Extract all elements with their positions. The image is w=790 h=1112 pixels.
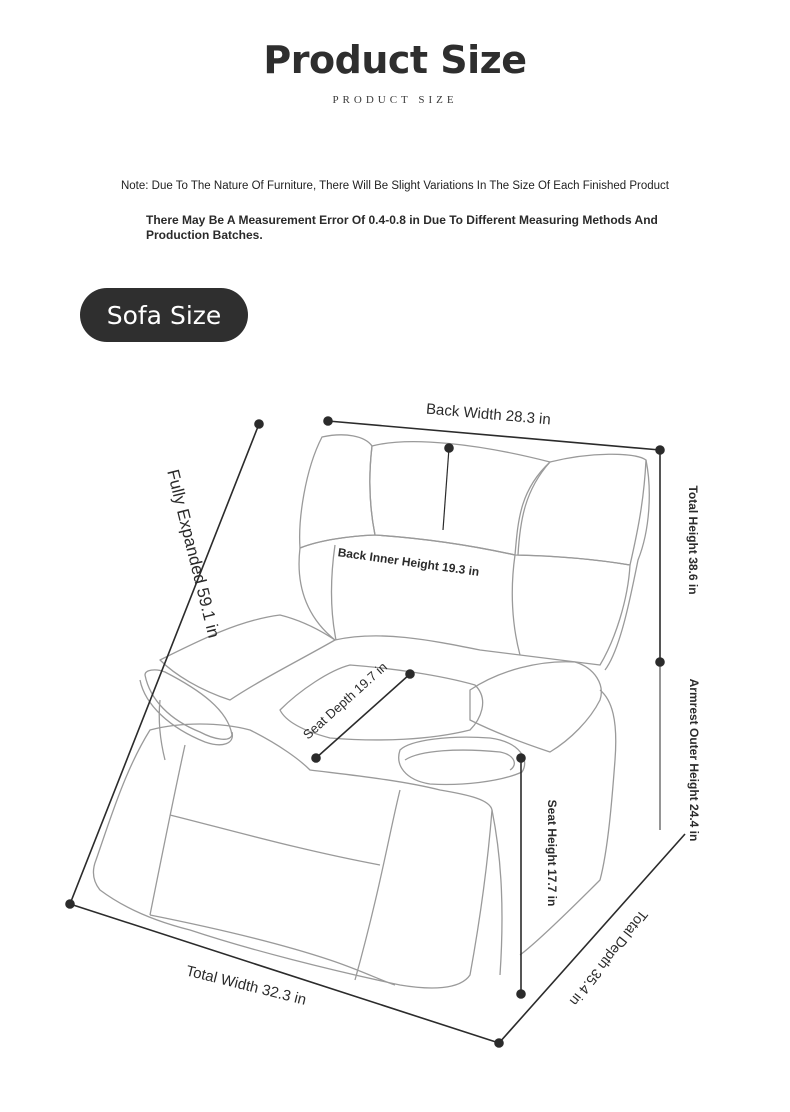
back-inner-height-label: Back Inner Height 19.3 in (336, 545, 481, 579)
back-width-line (328, 421, 660, 450)
page-subtitle: PRODUCT SIZE (332, 94, 458, 106)
fully-expanded-line (70, 424, 259, 904)
total-width-label: Total Width 32.3 in (184, 962, 309, 1009)
seat-height-endpoint (517, 754, 525, 762)
total-width-line (70, 904, 499, 1043)
note-variation: Note: Due To The Nature Of Furniture, There Will Be Slight Variations In The Size Of Each Finished Product (120, 180, 669, 192)
total-height-label: Total Height 38.6 in (686, 485, 700, 595)
total-depth-line (499, 834, 685, 1043)
page-title: Product Size (263, 38, 527, 82)
fully-expanded-label: Fully Expanded 59.1 in (163, 467, 224, 640)
seat-height-label: Seat Height 17.7 in (545, 799, 559, 907)
armrest-outer-height-label: Armrest Outer Height 24.4 in (687, 678, 701, 842)
section-badge-label: Sofa Size (106, 300, 222, 330)
seat-depth-label: Seat Depth 19.7 in (299, 659, 391, 743)
fully-expanded-endpoint (255, 420, 263, 428)
total-depth-label: Total Depth 35.4 in (566, 907, 652, 1010)
note-measurement-error: There May Be A Measurement Error Of 0.4-0.8 in Due To Different Measuring Methods And Production Batches. (146, 213, 658, 242)
seat-depth-endpoint (406, 670, 414, 678)
dimension-labels (163, 401, 701, 1009)
seat-height-endpoint (517, 990, 525, 998)
back-inner-height-endpoint (445, 444, 453, 452)
back-inner-height-line (443, 448, 449, 530)
dimension-lines (66, 417, 685, 1047)
seat-depth-endpoint (312, 754, 320, 762)
back-width-label: Back Width 28.3 in (425, 400, 552, 429)
back-width-endpoint (324, 417, 332, 425)
